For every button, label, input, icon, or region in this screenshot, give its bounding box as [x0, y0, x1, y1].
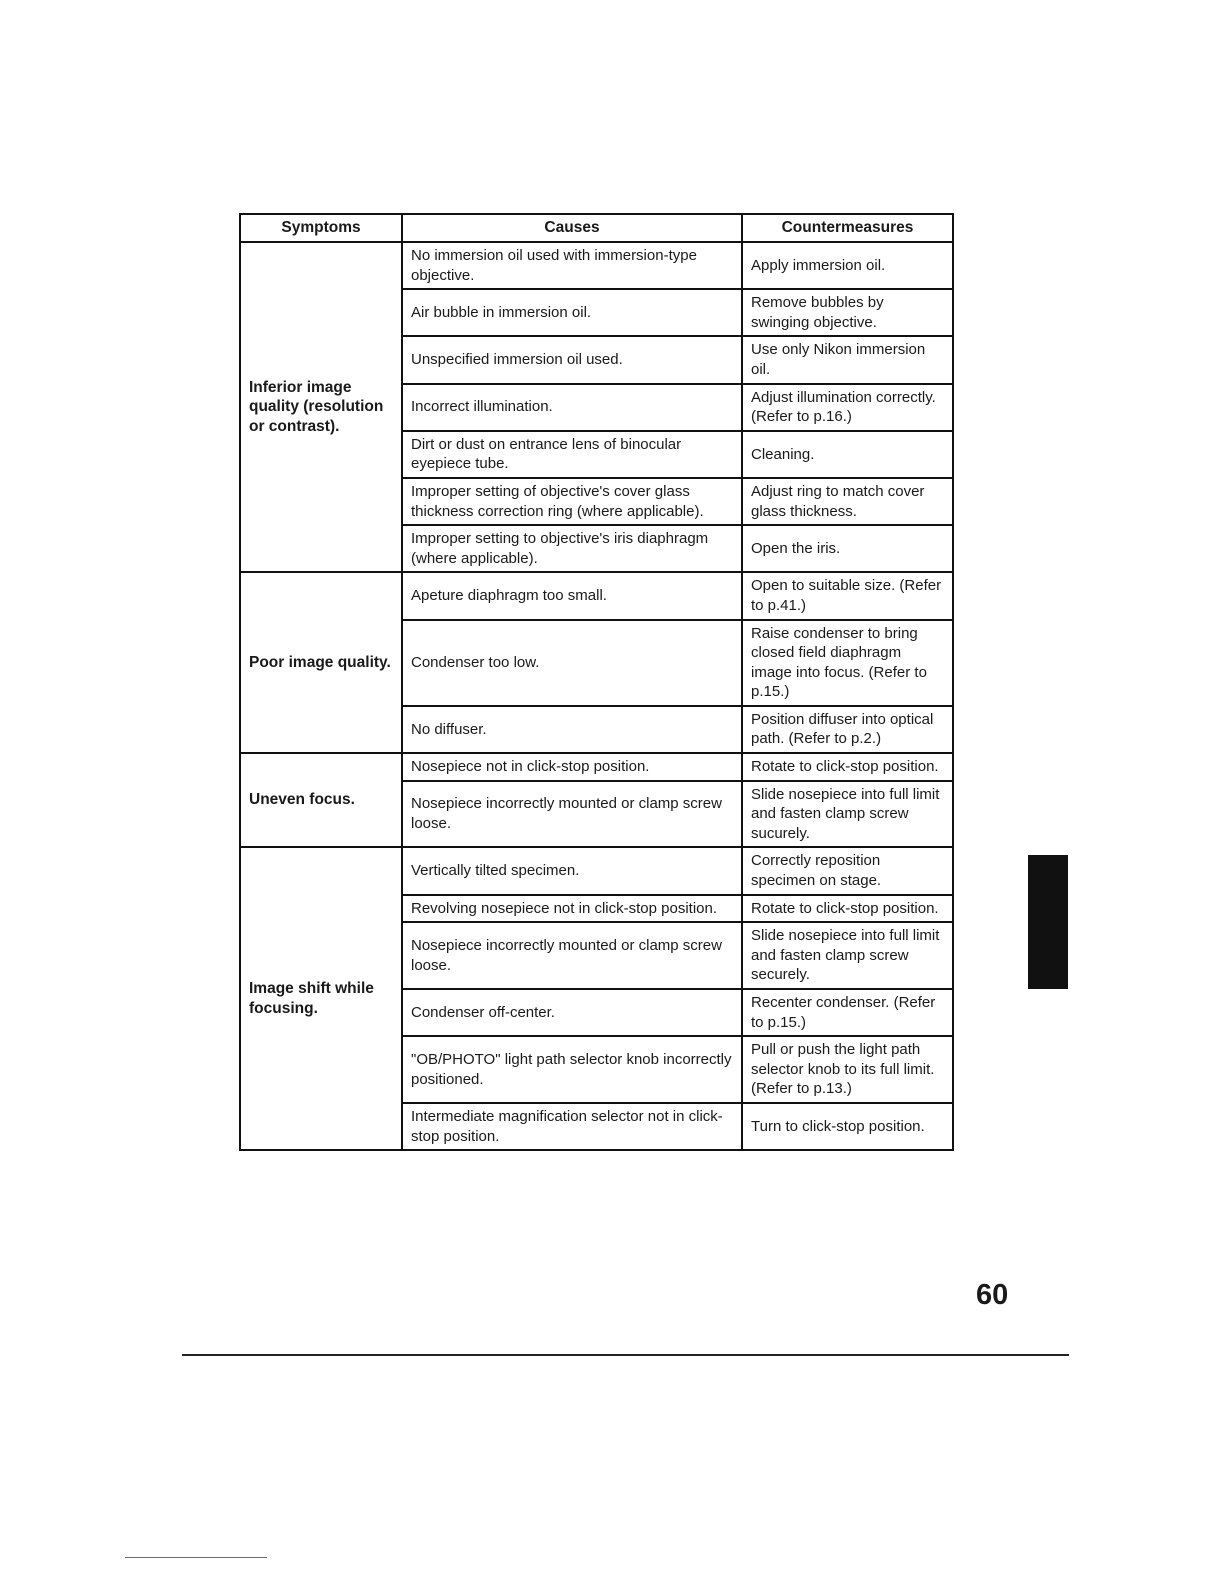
table-body [240, 242, 953, 1150]
cause-cell: Vertically tilted specimen. [402, 847, 742, 894]
countermeasure-cell: Adjust illumination correctly. (Refer to p.16.) [742, 384, 953, 431]
cause-cell: Improper setting of objective's cover glass thickness correction ring (where applicable). [402, 478, 742, 525]
cause-cell: Unspecified immersion oil used. [402, 336, 742, 383]
countermeasure-cell: Position diffuser into optical path. (Refer to p.2.) [742, 706, 953, 753]
page-number: 60 [976, 1279, 1009, 1311]
table-row [240, 847, 953, 894]
cause-cell: Improper setting to objective's iris diaphragm (where applicable). [402, 525, 742, 572]
troubleshooting-table [239, 213, 954, 1151]
cause-cell: No immersion oil used with immersion-type objective. [402, 242, 742, 289]
cause-cell: "OB/PHOTO" light path selector knob incorrectly positioned. [402, 1036, 742, 1103]
countermeasure-cell: Pull or push the light path selector knob to its full limit. (Refer to p.13.) [742, 1036, 953, 1103]
countermeasure-cell: Apply immersion oil. [742, 242, 953, 289]
table-row [240, 572, 953, 619]
symptom-cell: Poor image quality. [240, 572, 402, 753]
table-header-row [240, 214, 953, 242]
cause-cell: Condenser too low. [402, 620, 742, 706]
header-causes: Causes [402, 214, 742, 242]
cause-cell: Dirt or dust on entrance lens of binocular eyepiece tube. [402, 431, 742, 478]
countermeasure-cell: Turn to click-stop position. [742, 1103, 953, 1150]
cause-cell: Revolving nosepiece not in click-stop position. [402, 895, 742, 923]
countermeasure-cell: Slide nosepiece into full limit and fasten clamp screw sucurely. [742, 781, 953, 848]
countermeasure-cell: Slide nosepiece into full limit and fasten clamp screw securely. [742, 922, 953, 989]
symptom-cell: Image shift while focusing. [240, 847, 402, 1150]
symptom-cell: Inferior image quality (resolution or contrast). [240, 242, 402, 572]
countermeasure-cell: Recenter condenser. (Refer to p.15.) [742, 989, 953, 1036]
countermeasure-cell: Use only Nikon immersion oil. [742, 336, 953, 383]
bottom-rule [125, 1557, 267, 1558]
cause-cell: Nosepiece not in click-stop position. [402, 753, 742, 781]
countermeasure-cell: Cleaning. [742, 431, 953, 478]
symptom-cell: Uneven focus. [240, 753, 402, 847]
cause-cell: Nosepiece incorrectly mounted or clamp screw loose. [402, 922, 742, 989]
countermeasure-cell: Open the iris. [742, 525, 953, 572]
cause-cell: Air bubble in immersion oil. [402, 289, 742, 336]
table-row [240, 242, 953, 289]
countermeasure-cell: Raise condenser to bring closed field diaphragm image into focus. (Refer to p.15.) [742, 620, 953, 706]
countermeasure-cell: Adjust ring to match cover glass thickness. [742, 478, 953, 525]
footer-rule [182, 1354, 1069, 1356]
countermeasure-cell: Remove bubbles by swinging objective. [742, 289, 953, 336]
cause-cell: Intermediate magnification selector not in click-stop position. [402, 1103, 742, 1150]
cause-cell: Apeture diaphragm too small. [402, 572, 742, 619]
cause-cell: Condenser off-center. [402, 989, 742, 1036]
cause-cell: No diffuser. [402, 706, 742, 753]
table-row [240, 753, 953, 781]
countermeasure-cell: Rotate to click-stop position. [742, 895, 953, 923]
countermeasure-cell: Correctly reposition specimen on stage. [742, 847, 953, 894]
countermeasure-cell: Rotate to click-stop position. [742, 753, 953, 781]
cause-cell: Incorrect illumination. [402, 384, 742, 431]
header-symptoms: Symptoms [240, 214, 402, 242]
header-countermeasures: Countermeasures [742, 214, 953, 242]
countermeasure-cell: Open to suitable size. (Refer to p.41.) [742, 572, 953, 619]
section-tab-marker [1028, 855, 1068, 989]
cause-cell: Nosepiece incorrectly mounted or clamp screw loose. [402, 781, 742, 848]
